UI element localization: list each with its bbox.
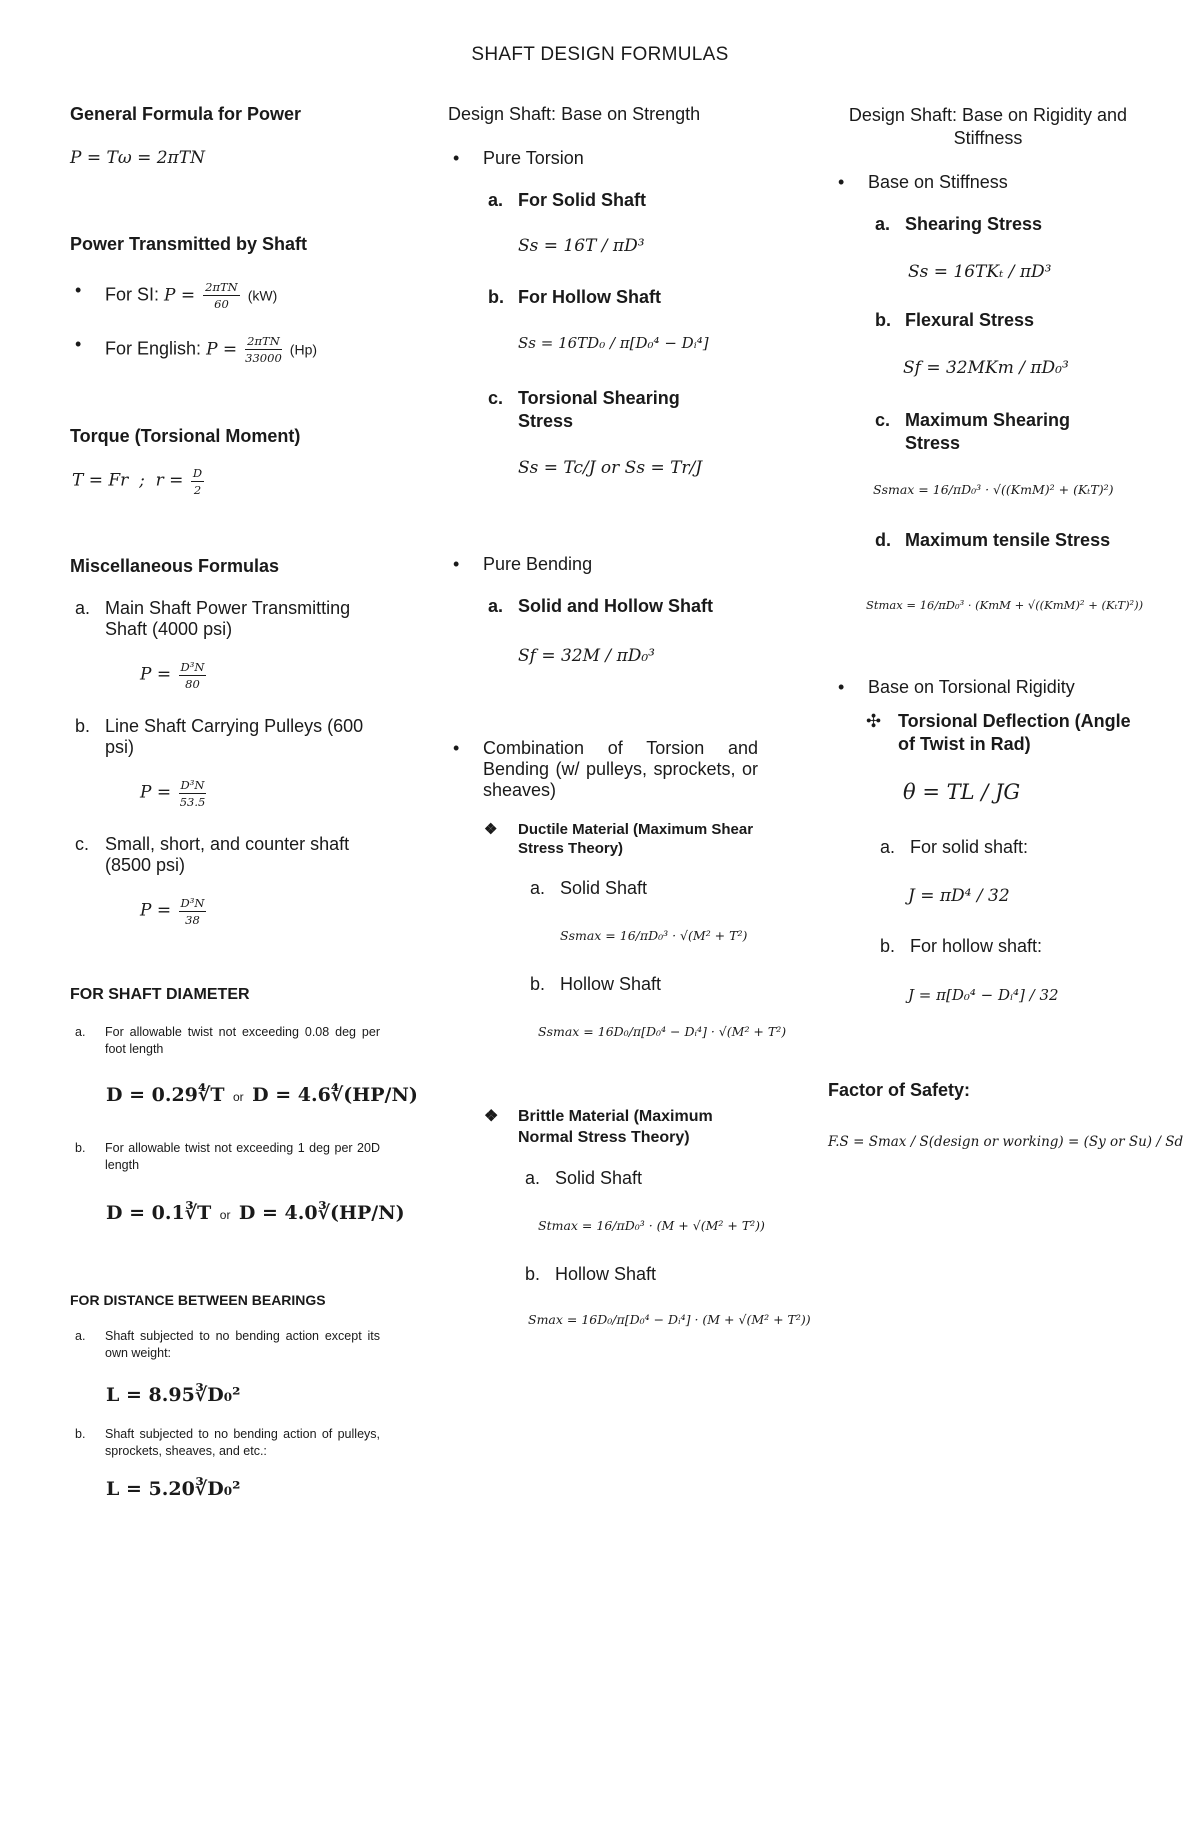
power-transmitted-heading: Power Transmitted by Shaft: [70, 234, 308, 254]
shaft-diameter-heading: FOR SHAFT DIAMETER: [70, 986, 250, 1003]
diameter-a-text: For allowable twist not exceeding 0.08 deg per foot length: [105, 1025, 380, 1056]
diameter-item-b: [75, 1140, 380, 1174]
shearing-stress-text: Shearing Stress: [905, 214, 1043, 234]
shearing-stress-heading: [875, 214, 1043, 235]
bearings-item-a: [75, 1328, 380, 1362]
misc-c-fraction: [179, 896, 207, 927]
bearings-heading: FOR DISTANCE BETWEEN BEARINGS: [70, 1292, 326, 1308]
misc-item-a: [75, 598, 395, 640]
max-shearing-text: Maximum Shearing Stress: [905, 410, 1071, 453]
torque-formula-left: T = Fr ; r =: [72, 470, 184, 491]
torsional-deflection-heading: [866, 710, 1148, 756]
shearing-stress-label: a.: [875, 214, 891, 234]
bearings-a-formula: L = 8.95∛D₀²: [106, 1384, 241, 1406]
diameter-a-formula-torque: D = 0.29∜T: [106, 1084, 225, 1106]
stiffness-item: • Base on Stiffness: [868, 172, 1008, 193]
radius-denominator: 2: [193, 483, 202, 497]
torque-formula: [72, 466, 207, 497]
torsional-stress-label: c.: [488, 388, 504, 408]
hollow-shaft-text: For Hollow Shaft: [518, 287, 661, 307]
torque-radius-fraction: [191, 466, 204, 497]
si-unit: (kW): [247, 287, 278, 304]
hollow-j-formula: J = π[D₀⁴ − Dᵢ⁴] / 32: [908, 986, 1059, 1004]
combination-item: • Combination of Torsion and Bending (w/ pulleys, sprockets, or sheaves): [483, 738, 758, 801]
english-fraction: [245, 334, 282, 365]
bending-heading: [488, 596, 713, 617]
english-unit: (Hp): [289, 341, 318, 358]
solid-shaft-label: a.: [488, 190, 504, 210]
si-numerator: 2πTN: [205, 280, 238, 294]
misc-c-lhs: P =: [140, 900, 172, 921]
si-fraction: [203, 280, 240, 311]
max-tensile-heading: [875, 529, 1125, 552]
shearing-stress-formula: Ss = 16TKₜ / πD³: [908, 262, 1052, 282]
bearings-item-b: [75, 1426, 380, 1460]
solid-shaft-formula: Ss = 16T / πD³: [518, 236, 645, 256]
misc-b-fraction: [179, 778, 207, 809]
ductile-heading: [484, 820, 758, 858]
brittle-solid-item: [525, 1168, 643, 1189]
general-power-heading: General Formula for Power: [70, 104, 302, 124]
max-shearing-label: c.: [875, 410, 891, 430]
hollow-shaft-j-item: [880, 936, 1043, 957]
ductile-solid-formula: Ssmax = 16/πD₀³ · √(M² + T²): [560, 928, 748, 943]
misc-b-numerator: D³N: [180, 778, 205, 792]
bending-label: a.: [488, 596, 504, 616]
misc-item-c: [75, 834, 395, 876]
strength-heading: Design Shaft: Base on Strength: [448, 104, 701, 124]
misc-b-label: b.: [75, 716, 91, 736]
hollow-shaft-j-text: For hollow shaft:: [910, 936, 1043, 956]
torsional-stress-formula: Ss = Tc/J or Ss = Tr/J: [518, 458, 703, 478]
si-lhs: P =: [164, 285, 196, 306]
diameter-b-or: or: [219, 1208, 231, 1222]
theta-formula: θ = TL / JG: [903, 780, 1021, 804]
rigidity-heading: Design Shaft: Base on Rigidity and Stiffness: [848, 105, 1128, 148]
ductile-text: Ductile Material (Maximum Shear Stress Theory): [518, 821, 754, 857]
ductile-solid-item: [530, 878, 648, 899]
bearings-b-formula: L = 5.20∛D₀²: [106, 1478, 241, 1500]
misc-heading: Miscellaneous Formulas: [70, 556, 280, 576]
pure-bending-item: • Pure Bending: [483, 554, 592, 575]
ductile-hollow-formula: Ssmax = 16D₀/π[D₀⁴ − Dᵢ⁴] · √(M² + T²): [538, 1024, 787, 1039]
brittle-solid-text: Solid Shaft: [555, 1168, 643, 1188]
misc-c-formula: [140, 896, 209, 927]
misc-a-lhs: P =: [140, 664, 172, 685]
hollow-shaft-heading: [488, 287, 661, 308]
bearings-b-text: Shaft subjected to no bending action of pulleys, sprockets, sheaves, and etc.:: [105, 1427, 380, 1458]
misc-b-text: Line Shaft Carrying Pulleys (600 psi): [105, 716, 364, 757]
misc-a-label: a.: [75, 598, 91, 618]
si-power-item: [105, 280, 277, 311]
brittle-text: Brittle Material (Maximum Normal Stress Theory): [518, 1108, 713, 1146]
bearings-a-text: Shaft subjected to no bending action except its own weight:: [105, 1329, 380, 1360]
bearings-b-label: b.: [75, 1427, 86, 1441]
brittle-hollow-text: Hollow Shaft: [555, 1264, 657, 1284]
misc-b-formula: [140, 778, 209, 809]
max-tensile-text: Maximum tensile Stress: [905, 530, 1111, 550]
torsional-stress-heading: [488, 387, 728, 433]
factor-of-safety-heading: Factor of Safety:: [828, 1080, 971, 1100]
pure-torsion-item: • Pure Torsion: [483, 148, 584, 169]
diameter-b-label: b.: [75, 1141, 86, 1155]
flexural-stress-heading: [875, 310, 1035, 331]
misc-a-formula: [140, 660, 209, 691]
english-denominator: 33000: [245, 351, 282, 365]
torsional-rigidity-item: • Base on Torsional Rigidity: [868, 677, 1075, 698]
misc-item-b: [75, 716, 395, 758]
diameter-b-text: For allowable twist not exceeding 1 deg per 20D length: [105, 1141, 380, 1172]
misc-c-numerator: D³N: [180, 896, 205, 910]
misc-c-text: Small, short, and counter shaft (8500 psi): [105, 834, 350, 875]
ductile-solid-label: a.: [530, 878, 546, 898]
brittle-hollow-formula: Smax = 16D₀/π[D₀⁴ − Dᵢ⁴] · (M + √(M² + T²)): [528, 1312, 811, 1327]
diameter-a-label: a.: [75, 1025, 86, 1039]
max-shearing-heading: [875, 409, 1125, 455]
solid-shaft-text: For Solid Shaft: [518, 190, 646, 210]
si-label: For SI:: [105, 284, 160, 305]
misc-c-denominator: 38: [185, 913, 200, 927]
bearings-a-label: a.: [75, 1329, 86, 1343]
bending-formula: Sf = 32M / πD₀³: [518, 646, 655, 666]
solid-shaft-j-label: a.: [880, 837, 896, 857]
diameter-b-formula-torque: D = 0.1∛T: [106, 1202, 212, 1224]
ductile-hollow-item: [530, 974, 662, 995]
brittle-hollow-item: [525, 1264, 657, 1285]
diameter-a-formula: [106, 1084, 418, 1106]
solid-j-formula: J = πD⁴ / 32: [908, 886, 1010, 906]
torsional-deflection-text: Torsional Deflection (Angle of Twist in Rad): [898, 711, 1131, 754]
hollow-shaft-label: b.: [488, 287, 504, 307]
english-lhs: P =: [206, 339, 238, 360]
brittle-heading: [484, 1106, 768, 1148]
misc-b-denominator: 53.5: [179, 795, 206, 809]
misc-a-fraction: [179, 660, 207, 691]
max-tensile-formula: Stmax = 16/πD₀³ · (KmM + √((KmM)² + (KₜT)²)): [866, 598, 1144, 612]
torque-heading: Torque (Torsional Moment): [70, 426, 301, 446]
si-denominator: 60: [214, 297, 229, 311]
english-label: For English:: [105, 338, 202, 359]
diameter-b-formula: [106, 1202, 405, 1224]
hollow-shaft-j-label: b.: [880, 936, 896, 956]
misc-b-lhs: P =: [140, 782, 172, 803]
ductile-hollow-label: b.: [530, 974, 546, 994]
brittle-solid-formula: Stmax = 16/πD₀³ · (M + √(M² + T²)): [538, 1218, 765, 1233]
english-numerator: 2πTN: [247, 334, 280, 348]
max-shearing-formula: Ssmax = 16/πD₀³ · √((KmM)² + (KₜT)²): [873, 482, 1114, 497]
flexural-stress-formula: Sf = 32MKm / πD₀³: [903, 358, 1069, 378]
brittle-diamond-icon: ❖: [484, 1108, 499, 1125]
diameter-b-formula-hp: D = 4.0∛(HP/N): [238, 1202, 405, 1224]
ductile-solid-text: Solid Shaft: [560, 878, 648, 898]
solid-shaft-heading: [488, 190, 646, 211]
diameter-item-a: [75, 1024, 380, 1058]
page-title: SHAFT DESIGN FORMULAS: [471, 44, 729, 65]
misc-c-label: c.: [75, 834, 90, 854]
max-tensile-label: d.: [875, 530, 891, 550]
diameter-a-formula-hp: D = 4.6∜(HP/N): [252, 1084, 418, 1106]
radius-numerator: D: [192, 466, 203, 480]
deflection-diamond-icon: ✣: [866, 711, 882, 731]
torsional-stress-text: Torsional Shearing Stress: [518, 388, 680, 431]
solid-shaft-j-text: For solid shaft:: [910, 837, 1029, 857]
flexural-stress-text: Flexural Stress: [905, 310, 1035, 330]
brittle-solid-label: a.: [525, 1168, 541, 1188]
general-power-formula: P = Tω = 2πTN: [70, 148, 205, 168]
bending-text: Solid and Hollow Shaft: [518, 596, 713, 616]
solid-shaft-j-item: [880, 837, 1029, 858]
ductile-diamond-icon: ❖: [484, 821, 498, 838]
diameter-a-or: or: [232, 1090, 244, 1104]
misc-a-numerator: D³N: [180, 660, 205, 674]
english-power-item: [105, 334, 317, 365]
factor-of-safety-formula: F.S = Smax / S(design or working) = (Sy or Su) / Sd: [828, 1134, 1184, 1150]
ductile-hollow-text: Hollow Shaft: [560, 974, 662, 994]
brittle-hollow-label: b.: [525, 1264, 541, 1284]
flexural-stress-label: b.: [875, 310, 891, 330]
misc-a-denominator: 80: [185, 677, 200, 691]
misc-a-text: Main Shaft Power Transmitting Shaft (4000 psi): [105, 598, 351, 639]
hollow-shaft-formula: Ss = 16TD₀ / π[D₀⁴ − Dᵢ⁴]: [518, 334, 709, 352]
